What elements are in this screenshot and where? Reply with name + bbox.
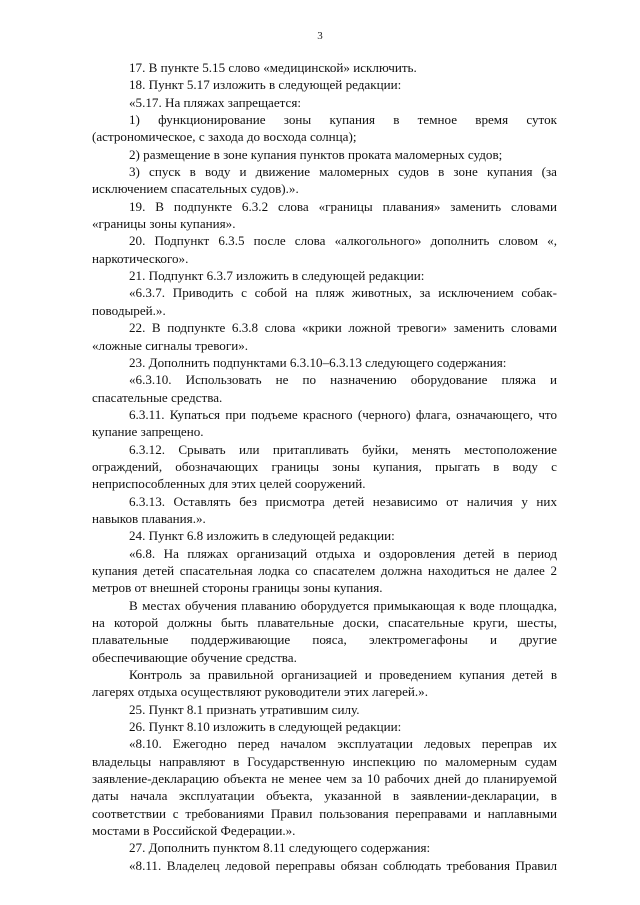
paragraph-18: 18. Пункт 5.17 изложить в следующей редакции: — [129, 77, 402, 93]
paragraph-6-3-13: 6.3.13. Оставлять без присмотра детей независимо от наличия у них навыков плавания.». — [92, 493, 557, 526]
paragraph-17: 17. В пункте 5.15 слово «медицинской» исключить. — [129, 60, 417, 75]
paragraph-27: 27. Дополнить пунктом 8.11 следующего содержания: — [129, 840, 431, 856]
paragraph-21: 21. Подпункт 6.3.7 изложить в следующей редакции: — [129, 268, 425, 284]
paragraph-23: 23. Дополнить подпунктами 6.3.10–6.3.13 следующего содержания: — [129, 354, 507, 370]
paragraph-6-8: «6.8. На пляжах организаций отдыха и оздоровления детей в период купания детей спасательная лодка со спасателем должна находиться не далее 2 метров от внешней стороны границы зоны купания. — [92, 545, 557, 596]
paragraph-8-11: «8.11. Владелец ледовой переправы обязан соблюдать требования Правил — [129, 857, 557, 873]
paragraph-6-8-training: В местах обучения плаванию оборудуется примыкающая к воде площадка, на которой должны быть плавательные доски, спасательные круги, шесты, плавательные поддерживающие пояса, электромегафоны и другие обеспечивающие обучение средства. — [92, 597, 557, 665]
paragraph-8-10: «8.10. Ежегодно перед началом эксплуатации ледовых переправ их владельцы направляют в Государственную инспекцию по маломерным судам заявление-декларацию объекта не менее чем за 10 рабочих дней до планируемой даты начала эксплуатации объекта, указанной в заявлении-декларации, в соответствии с требованиями Правил пользования переправами и наплавными мостами в Российской Федерации.». — [92, 736, 557, 839]
paragraph-6-3-7: «6.3.7. Приводить с собой на пляж животных, за исключением собак-поводырей.». — [92, 285, 557, 318]
document-body — [92, 59, 557, 874]
paragraph-5-17-item-1: 1) функционирование зоны купания в темное время суток (астрономическое, с захода до восхода солнца); — [92, 112, 557, 145]
paragraph-6-3-10: «6.3.10. Использовать не по назначению оборудование пляжа и спасательные средства. — [92, 372, 557, 405]
paragraph-22: 22. В подпункте 6.3.8 слова «крики ложной тревоги» заменить словами «ложные сигналы тревоги». — [92, 320, 557, 353]
paragraph-25: 25. Пункт 8.1 признать утратившим силу. — [129, 701, 360, 717]
paragraph-5-17-heading: «5.17. На пляжах запрещается: — [129, 94, 302, 110]
page-number: 3 — [317, 30, 323, 42]
paragraph-6-3-12: 6.3.12. Срывать или притапливать буйки, менять местоположение ограждений, обозначающих границы зоны купания, прыгать в воду с неприспособленных для этих целей сооружений. — [92, 441, 557, 492]
paragraph-19: 19. В подпункте 6.3.2 слова «границы плавания» заменить словами «границы зоны купания». — [92, 198, 557, 232]
paragraph-6-8-control: Контроль за правильной организацией и проведением купания детей в лагерях отдыха осуществляют руководители этих лагерей.». — [92, 667, 557, 700]
paragraph-26: 26. Пункт 8.10 изложить в следующей редакции: — [129, 719, 402, 735]
paragraph-20: 20. Подпункт 6.3.5 после слова «алкогольного» дополнить словом «, наркотического». — [92, 233, 557, 266]
paragraph-5-17-item-2: 2) размещение в зоне купания пунктов проката маломерных судов; — [129, 146, 503, 162]
paragraph-6-3-11: 6.3.11. Купаться при подъеме красного (черного) флага, означающего, что купание запрещено. — [92, 406, 557, 440]
paragraph-5-17-item-3: 3) спуск в воду и движение маломерных судов в зоне купания (за исключением спасательных судов).». — [92, 164, 557, 197]
paragraph-24: 24. Пункт 6.8 изложить в следующей редакции: — [129, 528, 395, 544]
